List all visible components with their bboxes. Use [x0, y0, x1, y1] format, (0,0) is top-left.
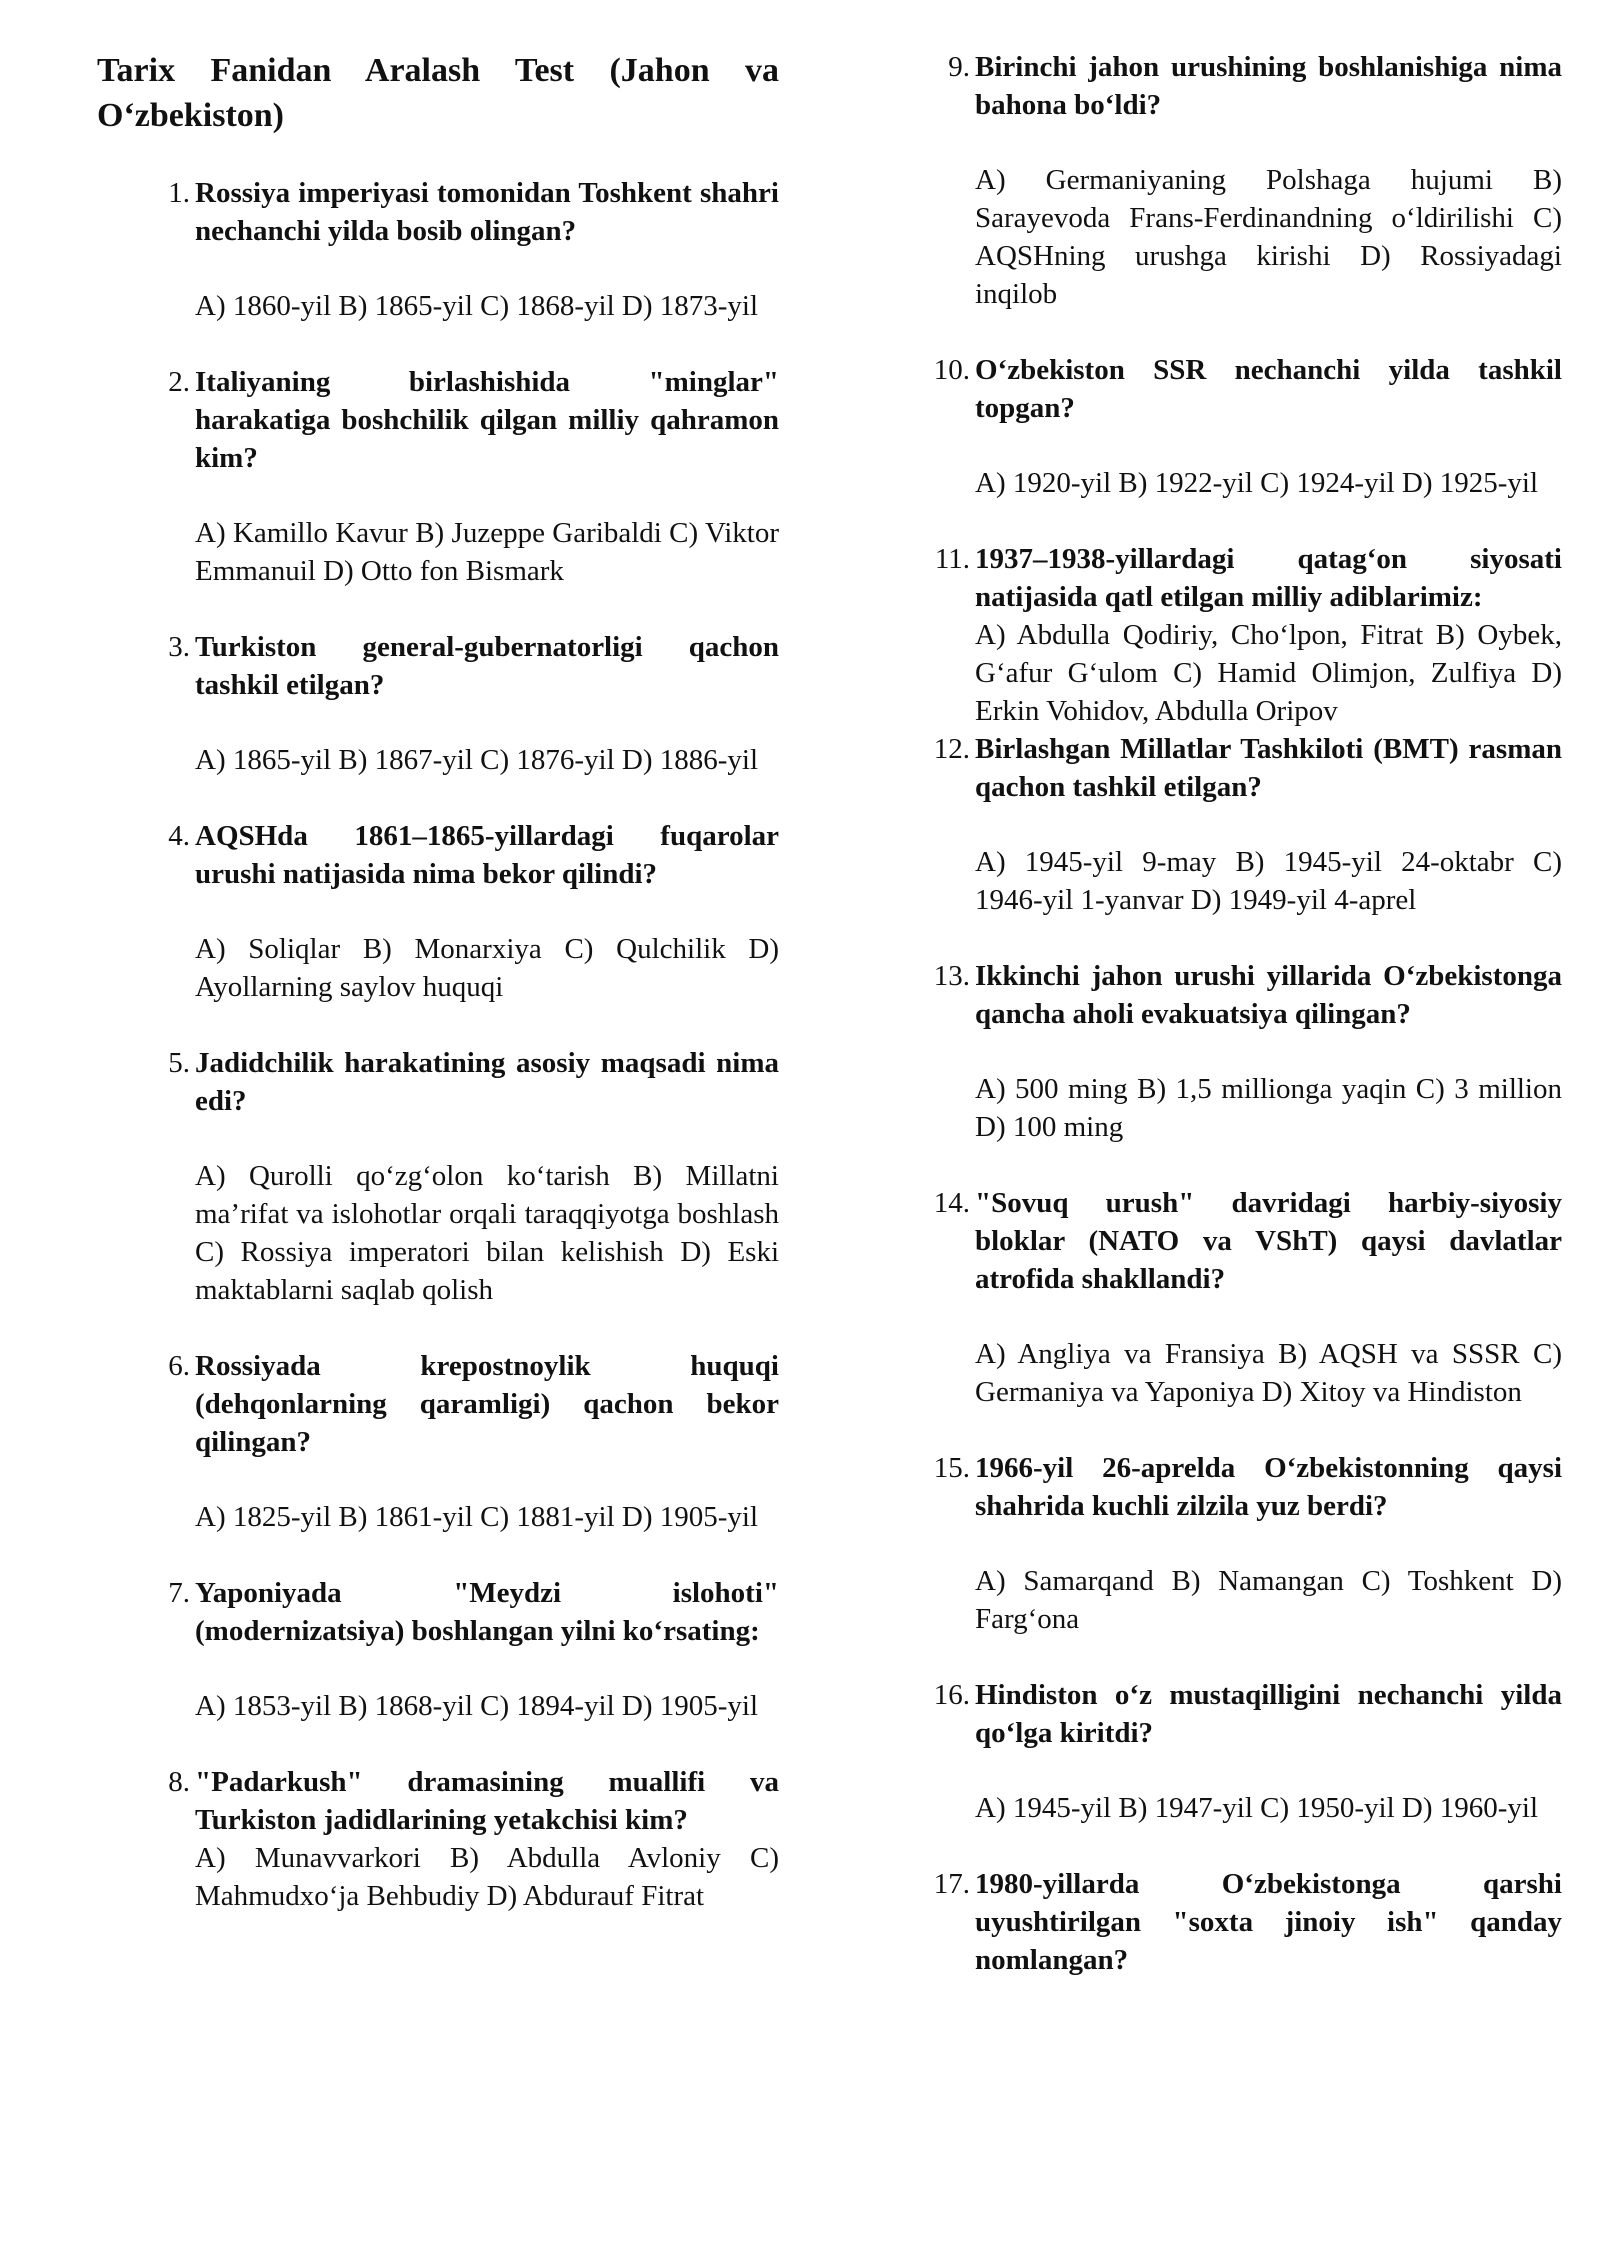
question-text: Birinchi jahon urushining boshlanishiga nima bahona boʻldi?: [975, 51, 1562, 121]
question-item: [168, 817, 779, 1006]
question-number: 12.: [933, 733, 970, 765]
question-item: [948, 48, 1562, 313]
question-item: [934, 540, 1562, 730]
question-text: Oʻzbekiston SSR nechanchi yilda tashkil topgan?: [975, 354, 1562, 424]
question-item: [168, 1574, 779, 1725]
question-item: [933, 1865, 1562, 1979]
question-item: [933, 1449, 1562, 1638]
question-item: [933, 351, 1562, 502]
answer-options: A) Qurolli qoʻzgʻolon koʻtarish B) Millatni maʼrifat va islohotlar orqali taraqqiyotga boshlash C) Rossiya imperatori bilan kelishish D) Eski maktablarni saqlab qolish: [195, 1160, 779, 1306]
question-number: 10.: [933, 354, 970, 386]
left-column: [97, 48, 779, 1953]
question-item: [168, 1763, 779, 1915]
question-number: 17.: [933, 1868, 970, 1900]
question-number: 3.: [168, 631, 190, 663]
question-item: [168, 174, 779, 325]
question-text: Hindiston oʻz mustaqilligini nechanchi yilda qoʻlga kiritdi?: [975, 1679, 1562, 1749]
question-number: 4.: [168, 820, 190, 852]
answer-options: A) 1860-yil B) 1865-yil C) 1868-yil D) 1873-yil: [195, 290, 759, 322]
question-number: 8.: [168, 1766, 190, 1798]
question-text: Turkiston general-gubernatorligi qachon tashkil etilgan?: [195, 631, 779, 701]
question-text: Rossiya imperiyasi tomonidan Toshkent shahri nechanchi yilda bosib olingan?: [195, 177, 779, 247]
question-item: [933, 730, 1562, 919]
answer-options: A) 1945-yil B) 1947-yil C) 1950-yil D) 1960-yil: [975, 1792, 1539, 1824]
question-number: 2.: [168, 366, 190, 398]
question-text: 1966-yil 26-aprelda Oʻzbekistonning qaysi shahrida kuchli zilzila yuz berdi?: [975, 1452, 1562, 1522]
question-number: 11.: [934, 543, 970, 575]
question-number: 15.: [933, 1452, 970, 1484]
question-item: [933, 957, 1562, 1146]
document-title: [97, 48, 779, 138]
question-item: [933, 1676, 1562, 1827]
question-text: Italiyaning birlashishida "minglar" harakatiga boshchilik qilgan milliy qahramon kim?: [195, 366, 779, 474]
answer-options: A) Soliqlar B) Monarxiya C) Qulchilik D) Ayollarning saylov huquqi: [195, 933, 779, 1003]
question-number: 13.: [933, 960, 970, 992]
question-text: Yaponiyada "Meydzi islohoti" (modernizatsiya) boshlangan yilni koʻrsating:: [195, 1577, 779, 1647]
answer-options: A) 1865-yil B) 1867-yil C) 1876-yil D) 1886-yil: [195, 744, 759, 776]
question-text: 1980-yillarda Oʻzbekistonga qarshi uyushtirilgan "soxta jinoiy ish" qanday nomlangan?: [975, 1868, 1562, 1976]
answer-options: A) 1945-yil 9-may B) 1945-yil 24-oktabr C) 1946-yil 1-yanvar D) 1949-yil 4-aprel: [975, 846, 1562, 916]
answer-options: A) 1920-yil B) 1922-yil C) 1924-yil D) 1925-yil: [975, 467, 1539, 499]
question-number: 16.: [933, 1679, 970, 1711]
answer-options: A) Germaniyaning Polshaga hujumi B) Sarayevoda Frans-Ferdinandning oʻldirilishi C) AQSHning urushga kirishi D) Rossiyadagi inqilob: [975, 164, 1562, 310]
answer-options: A) Kamillo Kavur B) Juzeppe Garibaldi C) Viktor Emmanuil D) Otto fon Bismark: [195, 517, 779, 587]
question-number: 7.: [168, 1577, 190, 1609]
question-text: Jadidchilik harakatining asosiy maqsadi nima edi?: [195, 1047, 779, 1117]
question-number: 14.: [933, 1187, 970, 1219]
question-text: AQSHda 1861–1865-yillardagi fuqarolar urushi natijasida nima bekor qilindi?: [195, 820, 779, 890]
question-text: Ikkinchi jahon urushi yillarida Oʻzbekistonga qancha aholi evakuatsiya qilingan?: [975, 960, 1562, 1030]
question-item: [168, 628, 779, 779]
answer-options: A) 1825-yil B) 1861-yil C) 1881-yil D) 1905-yil: [195, 1501, 759, 1533]
question-text: Rossiyada krepostnoylik huquqi (dehqonlarning qaramligi) qachon bekor qilingan?: [195, 1350, 779, 1458]
answer-options: A) 500 ming B) 1,5 millionga yaqin C) 3 million D) 100 ming: [975, 1073, 1562, 1143]
question-text: Birlashgan Millatlar Tashkiloti (BMT) rasman qachon tashkil etilgan?: [975, 733, 1562, 803]
question-number: 6.: [168, 1350, 190, 1382]
answer-options: A) Samarqand B) Namangan C) Toshkent D) Fargʻona: [975, 1565, 1562, 1635]
question-text: "Padarkush" dramasining muallifi va Turkiston jadidlarining yetakchisi kim?: [195, 1766, 779, 1836]
question-number: 9.: [948, 51, 970, 83]
answer-options: A) Abdulla Qodiriy, Choʻlpon, Fitrat B) Oybek, Gʻafur Gʻulom C) Hamid Olimjon, Zulfiya D) Erkin Vohidov, Abdulla Oripov: [975, 619, 1562, 727]
title-line-2: Oʻzbekiston): [97, 97, 284, 134]
question-item: [933, 1184, 1562, 1411]
answer-options: A) Munavvarkori B) Abdulla Avloniy C) Mahmudxoʻja Behbudiy D) Abdurauf Fitrat: [195, 1842, 779, 1912]
question-item: [168, 363, 779, 590]
answer-options: A) Angliya va Fransiya B) AQSH va SSSR C) Germaniya va Yaponiya D) Xitoy va Hindiston: [975, 1338, 1562, 1408]
question-item: [168, 1347, 779, 1536]
right-column: [902, 48, 1562, 2017]
question-text: 1937–1938-yillardagi qatagʻon siyosati natijasida qatl etilgan milliy adiblarimiz:: [975, 543, 1562, 613]
question-item: [168, 1044, 779, 1309]
question-number: 5.: [168, 1047, 190, 1079]
question-number: 1.: [168, 177, 190, 209]
answer-options: A) 1853-yil B) 1868-yil C) 1894-yil D) 1905-yil: [195, 1690, 759, 1722]
title-line-1: Tarix Fanidan Aralash Test (Jahon va: [97, 52, 779, 89]
question-text: "Sovuq urush" davridagi harbiy-siyosiy bloklar (NATO va VShT) qaysi davlatlar atrofida shakllandi?: [975, 1187, 1562, 1295]
